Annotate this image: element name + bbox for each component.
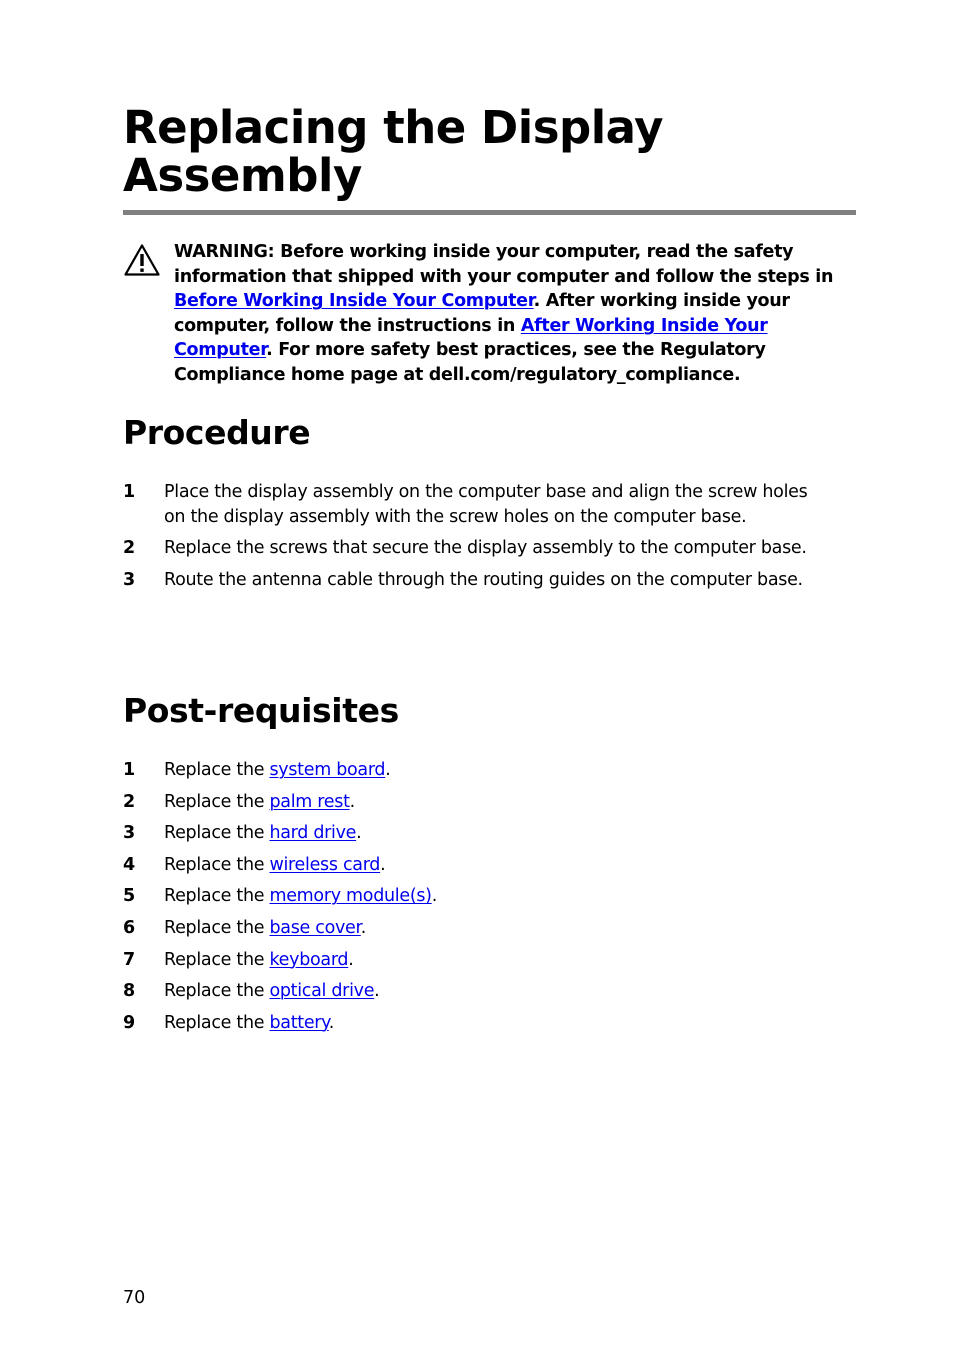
procedure-step xyxy=(123,536,823,561)
post-requisites-heading: Post-requisites xyxy=(123,691,399,730)
warning-text-part: . For more safety best practices, see the Regulatory Compliance home page at dell.com/regulatory_compliance. xyxy=(174,340,766,385)
step-number: 2 xyxy=(123,791,135,812)
before-working-link[interactable]: Before Working Inside Your Computer xyxy=(174,291,534,312)
step-number: 4 xyxy=(123,854,135,875)
step-number: 5 xyxy=(123,886,135,907)
post-requisite-step xyxy=(123,758,823,783)
page-title: Replacing the Display Assembly xyxy=(123,101,663,202)
step-number: 8 xyxy=(123,981,135,1002)
wireless-card-link[interactable]: wireless card xyxy=(269,854,381,875)
step-number: 2 xyxy=(123,538,135,559)
optical-drive-link[interactable]: optical drive xyxy=(269,981,375,1002)
post-requisite-step xyxy=(123,948,823,973)
step-prefix: Replace the xyxy=(164,886,270,907)
post-requisite-step xyxy=(123,884,823,909)
step-prefix: Replace the xyxy=(164,981,270,1002)
post-requisite-step xyxy=(123,853,823,878)
step-suffix: . xyxy=(380,854,386,875)
step-prefix: Replace the xyxy=(164,917,270,938)
step-prefix: Replace the xyxy=(164,823,270,844)
post-requisites-steps xyxy=(123,758,823,1042)
step-prefix: Replace the xyxy=(164,791,270,812)
page-number: 70 xyxy=(123,1288,146,1308)
hard-drive-link[interactable]: hard drive xyxy=(269,823,357,844)
after-working-link[interactable]: After Working Inside Your Computer xyxy=(174,315,768,361)
title-divider xyxy=(123,210,856,215)
step-prefix: Replace the xyxy=(164,949,270,970)
step-text: Place the display assembly on the computer base and align the screw holes on the display assembly with the screw holes on the computer base. xyxy=(164,482,808,527)
step-suffix: . xyxy=(374,981,380,1002)
step-number: 9 xyxy=(123,1012,135,1033)
step-prefix: Replace the xyxy=(164,760,270,780)
procedure-heading: Procedure xyxy=(123,413,311,452)
warning-triangle-icon xyxy=(123,243,161,277)
post-requisite-step xyxy=(123,821,823,846)
step-suffix: . xyxy=(349,791,355,812)
step-suffix: . xyxy=(328,1012,335,1033)
step-suffix: . xyxy=(385,760,391,780)
keyboard-link[interactable]: keyboard xyxy=(269,949,349,970)
warning-text-part: . After working inside your computer, follow the instructions in xyxy=(174,291,790,336)
step-prefix: Replace the xyxy=(164,1012,270,1033)
warning-message xyxy=(174,240,846,388)
warning-text-part: WARNING: Before working inside your computer, read the safety information that shipped with your computer and follow the steps in xyxy=(174,242,834,287)
palm-rest-link[interactable]: palm rest xyxy=(269,791,350,812)
memory-modules-link[interactable]: memory module(s) xyxy=(269,886,432,907)
step-number: 6 xyxy=(123,917,135,938)
system-board-link[interactable]: system board xyxy=(269,760,386,780)
step-number: 1 xyxy=(123,482,135,502)
step-number: 3 xyxy=(123,569,135,590)
step-number: 3 xyxy=(123,823,135,844)
post-requisite-step xyxy=(123,979,823,1004)
post-requisite-step xyxy=(123,916,823,941)
post-requisite-step xyxy=(123,1011,823,1036)
procedure-step xyxy=(123,480,823,529)
base-cover-link[interactable]: base cover xyxy=(269,917,361,938)
procedure-steps xyxy=(123,480,823,599)
step-suffix: . xyxy=(356,823,362,844)
procedure-step xyxy=(123,568,823,593)
step-number: 1 xyxy=(123,760,135,780)
step-suffix: . xyxy=(360,917,367,938)
step-suffix: . xyxy=(431,886,437,907)
step-text: Replace the screws that secure the display assembly to the computer base. xyxy=(164,538,807,559)
step-number: 7 xyxy=(123,949,135,970)
post-requisite-step xyxy=(123,790,823,815)
step-suffix: . xyxy=(348,949,354,970)
step-prefix: Replace the xyxy=(164,854,270,875)
step-text: Route the antenna cable through the routing guides on the computer base. xyxy=(164,569,803,590)
battery-link[interactable]: battery xyxy=(269,1012,329,1033)
